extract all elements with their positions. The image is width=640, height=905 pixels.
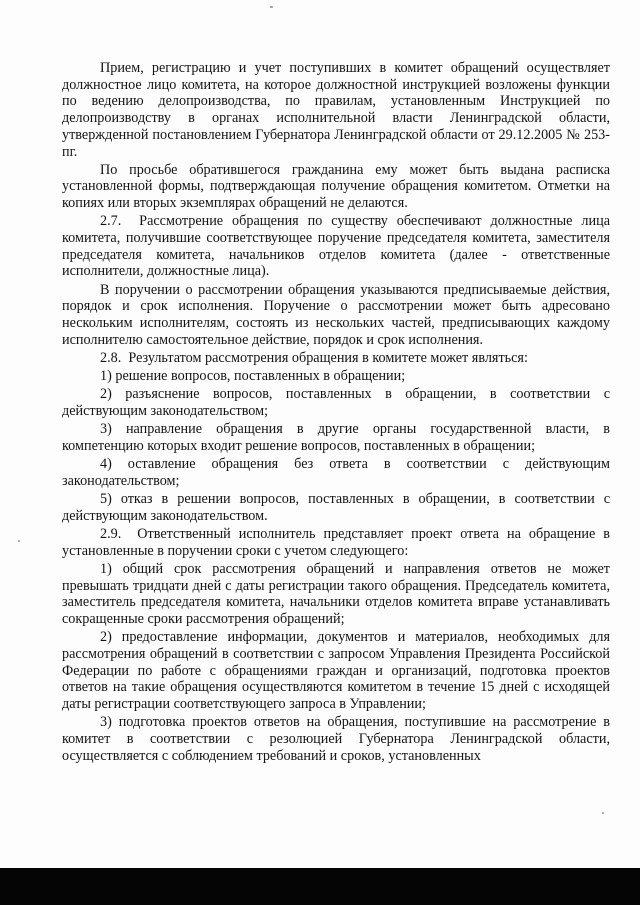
list-item: 3) подготовка проектов ответов на обращения, поступившие на рассмотрение в комитет в соответствии с резолюцией Губернатора Ленинградской области, осуществляется с соблюдением требований и сроков, установленных bbox=[62, 714, 610, 764]
paragraph: 2.9. Ответственный исполнитель представляет проект ответа на обращение в установленные в поручении сроки с учетом следующего: bbox=[62, 525, 610, 559]
scan-speck bbox=[18, 540, 20, 542]
list-item: 2) разъяснение вопросов, поставленных в обращении, в соответствии с действующим законодательством; bbox=[62, 386, 610, 420]
list-item: 1) общий срок рассмотрения обращений и направления ответов не может превышать тридцати дней с даты регистрации такого обращения. Председатель комитета, заместитель председателя комитета, начальники отделов комитета вправе устанавливать сокращенные сроки рассмотрения обращений; bbox=[62, 560, 610, 627]
scan-bottom-edge bbox=[0, 868, 640, 905]
list-item: 2) предоставление информации, документов и материалов, необходимых для рассмотрения обращений в соответствии с запросом Управления Президента Российской Федерации по работе с обращениями граждан и организаций, подготовка проектов ответов на такие обращения осуществляются комитетом в течение 15 дней с исходящей даты регистрации соответствующего запроса в Управлении; bbox=[62, 629, 610, 713]
list-item: 3) направление обращения в другие органы государственной власти, в компетенцию которых входит решение вопросов, поставленных в обращении; bbox=[62, 421, 610, 454]
paragraph: По просьбе обратившегося гражданина ему может быть выдана расписка установленной формы, подтверждающая получение обращения комитетом. Отметки на копиях или вторых экземплярах обращений не делаются. bbox=[62, 161, 610, 212]
document-body bbox=[62, 60, 610, 766]
paragraph: Прием, регистрацию и учет поступивших в комитет обращений осуществляет должностное лицо комитета, на которое должностной инструкцией возложены функции по ведению делопроизводства, по правилам, установленным Инструкцией по делопроизводству в органах исполнительной власти Ленинградской области, утвержденной постановлением Губернатора Ленинградской области от 29.12.2005 № 253-пг. bbox=[62, 60, 610, 160]
paragraph: В поручении о рассмотрении обращения указываются предписываемые действия, порядок и срок исполнения. Поручение о рассмотрении может быть адресовано нескольким исполнителям, состоять из нескольких частей, предписывающих каждому исполнителю самостоятельное действие, порядок и срок исполнения. bbox=[62, 281, 610, 348]
paragraph: 2.8. Результатом рассмотрения обращения в комитете может являться: bbox=[100, 349, 528, 366]
list-item: 1) решение вопросов, поставленных в обращении; bbox=[100, 368, 406, 385]
list-item: 4) оставление обращения без ответа в соответствии с действующим законодательством; bbox=[62, 456, 610, 489]
paragraph: 2.7. Рассмотрение обращения по существу обеспечивают должностные лица комитета, получившие соответствующее поручение председателя комитета, заместителя председателя комитета, начальников отделов комитета (далее - ответственные исполнители, должностные лица). bbox=[62, 213, 610, 280]
scan-speck bbox=[602, 812, 604, 814]
scan-speck bbox=[270, 6, 273, 8]
list-item: 5) отказ в решении вопросов, поставленных в обращении, в соответствии с действующим законодательством. bbox=[62, 491, 610, 524]
